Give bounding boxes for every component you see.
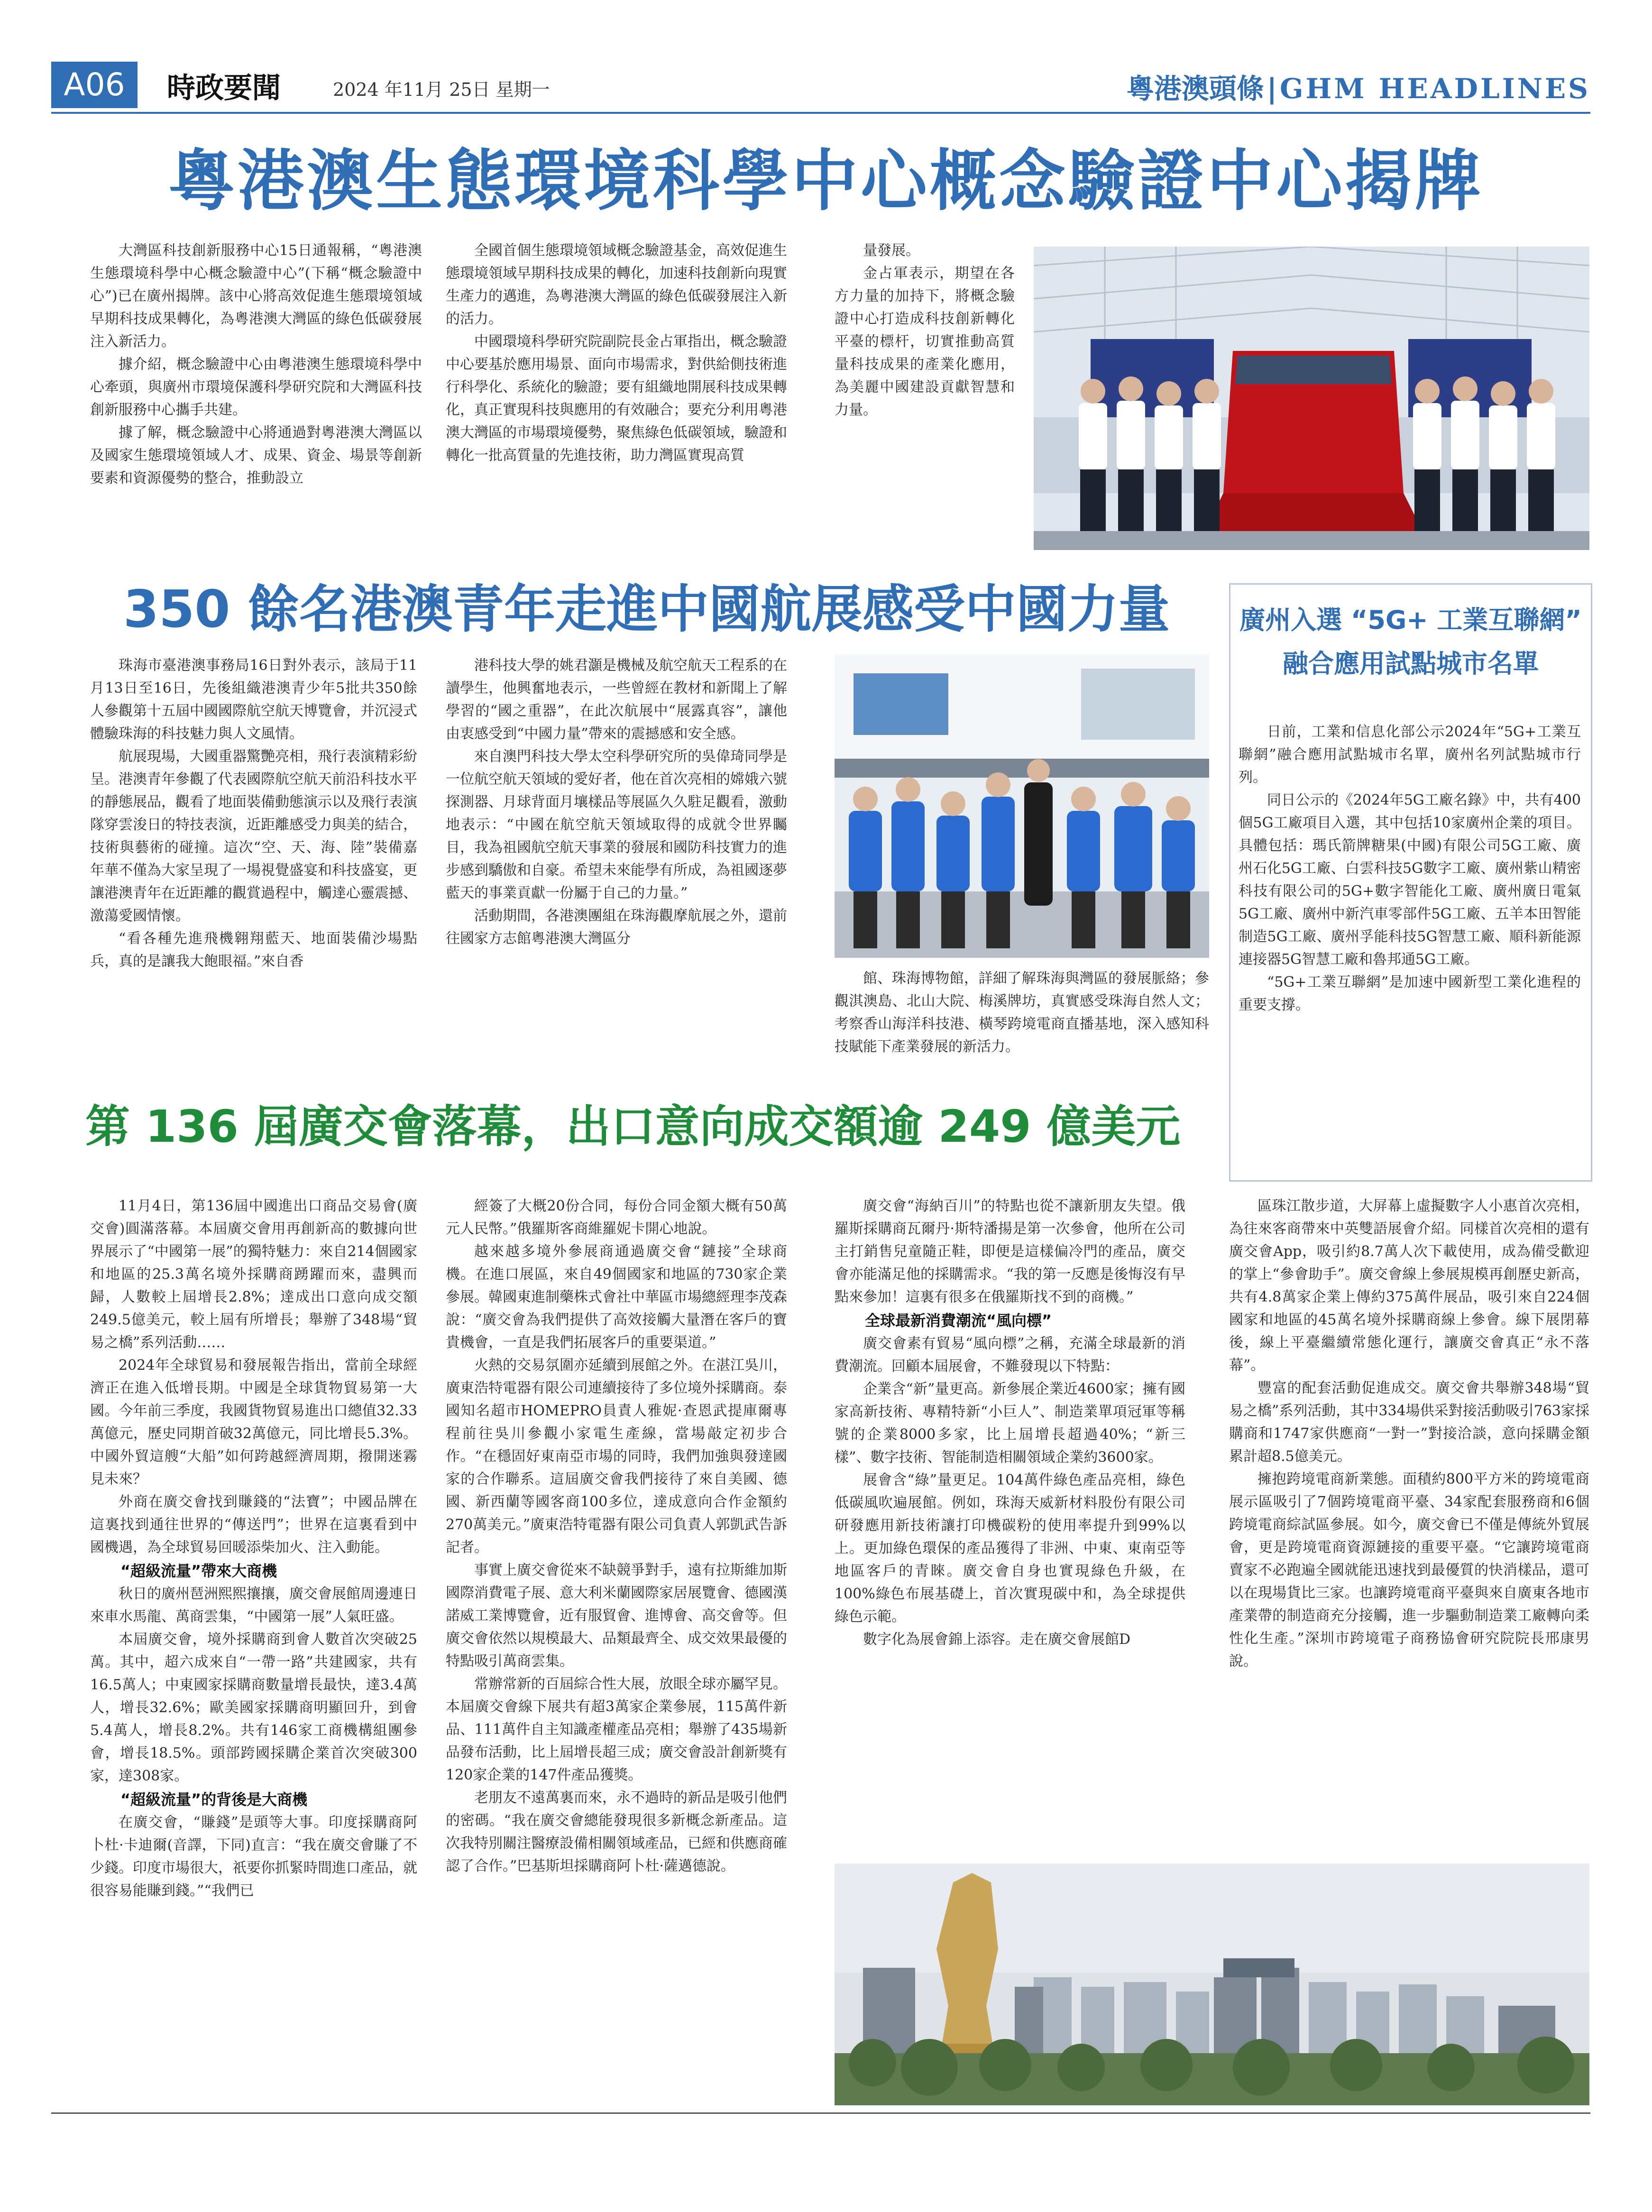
unveiling-ceremony-photo <box>1034 247 1589 550</box>
paragraph: 據介紹，概念驗證中心由粵港澳生態環境科學中心牽頭，與廣州市環境保護科學研究院和大灣區科技創新服務中心攜手共建。 <box>90 356 422 418</box>
article3-column-2 <box>446 1195 787 1878</box>
paragraph: 珠海市臺港澳事務局16日對外表示，該局于11月13日至16日，先後組織港澳青少年5批共350餘人參觀第十五屆中國國際航空航天博覽會，并沉浸式體驗珠海的科技魅力與人文風情。 <box>90 657 417 742</box>
footer-rule <box>51 2112 1590 2114</box>
paragraph: 常辦常新的百屆綜合性大展，放眼全球亦屬罕見。本屆廣交會線下展共有超3萬家企業參展，115萬件新品、111萬件自主知識產權產品亮相；舉辦了435場新品發布活動，比上屆增長超三成；廣交會設計創新獎有120家企業的147件產品獲獎。 <box>446 1676 787 1783</box>
article1-column-2 <box>446 239 787 467</box>
brand-cn: 粵港澳頭條 <box>1126 73 1264 105</box>
paragraph: 區珠江散步道，大屏幕上虛擬數字人小惠首次亮相，為往來客商帶來中英雙語展會介紹。同樣首次亮相的還有廣交會App，吸引約8.7萬人次下載使用，成為備受歡迎的掌上“參會助手”。廣交會線上參展規模再創歷史新高，共有4.8萬家企業上傳約375萬件展品，吸引來自224個國家和地區的45萬名境外採購商線上參會。線下展閉幕後，線上平臺繼續常態化運行，讓廣交會真正“永不落幕”。 <box>1229 1198 1589 1374</box>
paragraph: 航展現場，大國重器驚艷亮相，飛行表演精彩紛呈。港澳青年參觀了代表國際航空航天前沿科技水平的靜態展品，觀看了地面裝備動態演示以及飛行表演隊穿雲浚日的特技表演，近距離感受力與美的結合，技術與藝術的碰撞。這次“空、天、海、陸”裝備嘉年華不僅為大家呈現了一場視覺盛宴和科技盛宴，更讓港澳青年在近距離的觀賞過程中，觸達心靈震撼、激蕩愛國情懷。 <box>90 748 417 924</box>
paragraph: 老朋友不遠萬裏而來，永不過時的新品是吸引他們的密碼。“我在廣交會總能發現很多新概念新產品。這次我特別關注醫療設備相關領域產品，已經和供應商確認了合作。”巴基斯坦採購商阿卜杜·薩邁德說。 <box>446 1790 787 1874</box>
paragraph: “看各種先進飛機翱翔藍天、地面裝備沙場點兵，真的是讓我大飽眼福。”來自香 <box>90 930 417 970</box>
brand-en: GHM HEADLINES <box>1279 73 1590 105</box>
paragraph: 火熱的交易氛圍亦延續到展館之外。在湛江吳川，廣東浩特電器有限公司連續接待了多位境外採購商。泰國知名超市HOMEPRO員責人雅妮·查恩武提庫爾專程前往吳川參觀小家電生產線，當場敲定初步合作。“在穩固好東南亞市場的同時，我們加強與發達國家的合作聯系。這屆廣交會我們接待了來自美國、德國、新西蘭等國客商100多位，達成意向合作金額約270萬美元。”廣東浩特電器有限公司負責人郭凱武告訴記者。 <box>446 1357 787 1556</box>
header-rule <box>51 112 1590 114</box>
paragraph: 大灣區科技創新服務中心15日通報稱，“粵港澳生態環境科學中心概念驗證中心”(下稱“概念驗證中心”)已在廣州揭牌。該中心將高效促進生態環境領域早期科技成果轉化，為粵港澳大灣區的綠色低碳發展注入新活力。 <box>90 242 422 350</box>
paragraph: 2024年全球貿易和發展報告指出，當前全球經濟正在進入低增長期。中國是全球貨物貿易第一大國。今年前三季度，我國貨物貿易進出口總值32.33萬億元，歷史同期首破32萬億元，同比增長5.3%。中國外貿這艘“大船”如何跨越經濟周期，撥開迷霧見未來？ <box>90 1357 417 1487</box>
paragraph: 在廣交會，“賺錢”是頭等大事。印度採購商阿卜杜·卡迪爾(音譯，下同)直言：“我在廣交會賺了不少錢。印度市場很大，祇要你抓緊時間進口產品，就很容易能賺到錢。”“我們已 <box>90 1814 417 1899</box>
paragraph: 數字化為展會錦上添容。走在廣交會展館D <box>863 1631 1131 1648</box>
paragraph: 來自澳門科技大學太空科學研究所的吳偉琦同學是一位航空航天領域的愛好者，他在首次亮相的嫦娥六號探測器、月球背面月壤樣品等展區久久駐足觀看，激動地表示：“中國在航空航天領域取得的成就令世界矚目，我為祖國航空航天事業的發展和國防科技實力的進步感到驕傲和自豪。希望未來能學有所成，為祖國逐夢藍天的事業貢獻一份屬于自己的力量。” <box>446 748 787 901</box>
brand-separator: | <box>1267 73 1277 105</box>
paragraph: 外商在廣交會找到賺錢的“法寶”；中國品牌在這裏找到通往世界的“傳送門”；世界在這裏看到中國機遇，為全球貿易回暖添柴加火、注入動能。 <box>90 1494 417 1556</box>
paragraph: 活動期間，各港澳團組在珠海觀摩航展之外，還前往國家方志館粵港澳大灣區分 <box>446 908 787 947</box>
article3-column-3 <box>835 1195 1185 1651</box>
article2-column-1 <box>90 654 417 973</box>
sidebar-body <box>1239 721 1581 1017</box>
paragraph: 全國首個生態環境領域概念驗證基金，高效促進生態環境領域早期科技成果的轉化，加速科技創新向現實生產力的邁進，為粵港澳大灣區的綠色低碳發展注入新的活力。 <box>446 242 787 327</box>
paragraph: 擁抱跨境電商新業態。面積約800平方米的跨境電商展示區吸引了7個跨境電商平臺、34家配套服務商和6個跨境電商綜試區參展。如今，廣交會已不僅是傳統外貿展會，更是跨境電商資源鏈接的重要平臺。“它讓跨境電商賣家不必跑遍全國就能迅速找到最優質的快消樣品，還可以在現場貨比三家。也讓跨境電商平臺與來自廣東各地市產業帶的制造商充分接觸，進一步驅動制造業工廠轉向柔性化生產。”深圳市跨境電子商務協會研究院院長邢康男說。 <box>1229 1471 1589 1670</box>
subheading: “超級流量”的背後是大商機 <box>120 1790 308 1808</box>
paragraph: 豐富的配套活動促進成交。廣交會共舉辦348場“貿易之橋”系列活動，其中334場供采對接活動吸引763家採購商和1747家供應商“一對一”對接洽談，意向採購金額累計超8.5億美元。 <box>1229 1380 1589 1465</box>
article1-column-3 <box>835 239 1015 422</box>
paragraph: “5G+工業互聯網”是加速中國新型工業化進程的重要支撐。 <box>1239 974 1581 1013</box>
paragraph: 日前，工業和信息化部公示2024年“5G+工業互聯網”融合應用試點城市名單，廣州名列試點城市行列。 <box>1239 724 1581 786</box>
subheading: “超級流量”帶來大商機 <box>120 1562 277 1580</box>
paragraph: 金占軍表示，期望在各方力量的加持下，將概念驗證中心打造成科技創新轉化平臺的標杆，切實推動高質量科技成果的產業化應用，為美麗中國建設貢獻智慧和力量。 <box>835 265 1015 418</box>
article2-column-3 <box>835 967 1209 1058</box>
paragraph: 廣交會“海納百川”的特點也從不讓新朋友失望。俄羅斯採購商瓦爾丹·斯特潘揚是第一次參會，他所在公司主打銷售兒童隨正鞋，即便是這樣偏冷門的產品，廣交會亦能滿足他的採購需求。“我的第一反應是後悔沒有早點來參加！這裏有很多在俄羅斯找不到的商機。” <box>835 1198 1185 1305</box>
paragraph: 企業含“新”量更高。新參展企業近4600家；擁有國家高新技術、專精特新“小巨人”、制造業單項冠軍等稱號的企業8000多家，比上屆增長超過40%；“新三樣”、數字技術、智能制造相關領域企業約3600家。 <box>835 1381 1185 1466</box>
paragraph: 11月4日，第136屆中國進出口商品交易會(廣交會)圓滿落幕。本屆廣交會用再創新高的數據向世界展示了“中國第一展”的獨特魅力：來自214個國家和地區的25.3萬名境外採購商踴躍而來，盡興而歸，人數較上屆增長2.8%；達成出口意向成交額249.5億美元，較上屆有所增長；舉辦了348場“貿易之橋”系列活動…… <box>90 1198 417 1351</box>
article3-column-1 <box>90 1195 417 1902</box>
paragraph: 中國環境科學研究院副院長金占軍指出，概念驗證中心要基於應用場景、面向市場需求，對供給側技術進行科學化、系統化的驗證；要有組織地開展科技成果轉化，真正實現科技與應用的有效融合；要充分利用粵港澳大灣區的市場環境優勢，聚焦綠色低碳領域，驗證和轉化一批高質量的先進技術，助力灣區實現高質 <box>446 333 787 464</box>
paragraph: 本屆廣交會，境外採購商到會人數首次突破25萬。其中，超六成來自“一帶一路”共建國家，共有16.5萬人；中東國家採購商數量增長最快，達3.4萬人，增長32.6%；歐美國家採購商明顯回升，到會5.4萬人，增長8.2%。共有146家工商機構組團參會，增長18.5%。頭部跨國採購企業首次突破300家，達308家。 <box>90 1631 417 1784</box>
subheading: 全球最新消費潮流“風向標” <box>865 1312 1052 1330</box>
page-number: A06 <box>51 62 138 108</box>
issue-date: 2024 年11月 25日 星期一 <box>333 79 550 100</box>
sidebar-title <box>1229 598 1592 686</box>
paragraph: 同日公示的《2024年5G工廠名錄》中，共有400個5G工廠項目入選，其中包括10家廣州企業的項目。具體包括：瑪氏箭牌糖果(中國)有限公司5G工廠、廣州石化5G工廠、白雲科技5G數字工廠、廣州紫山精密科技有限公司的5G+數字智能化工廠、廣州廣日電氣5G工廠、廣州中新汽車零部件5G工廠、五羊本田智能制造5G工廠、廣州孚能科技5G智慧工廠、順科新能源連接器5G智慧工廠和魯邦通5G工廠。 <box>1239 792 1581 968</box>
paragraph: 館、珠海博物館，詳細了解珠海與灣區的發展脈絡；參觀淇澳島、北山大院、梅溪牌坊，真實感受珠海自然人文；考察香山海洋科技港、橫琴跨境電商直播基地，深入感知科技賦能下產業發展的新活力。 <box>835 970 1209 1055</box>
paragraph: 越來越多境外參展商通過廣交會“鏈接”全球商機。在進口展區，來自49個國家和地區的730家企業參展。韓國東進制藥株式會社中華區市場總經理李茂森說：“廣交會為我們提供了高效接觸大量潛在客戶的寶貴機會，一直是我們拓展客戶的重要渠道。” <box>446 1243 787 1351</box>
article1-column-1 <box>90 239 422 490</box>
paragraph: 展會含“綠”量更足。104萬件綠色產品亮相，綠色低碳風吹遍展館。例如，珠海天威新材料股份有限公司研發應用新技術讓打印機碳粉的使用率提升到99%以上。更加綠色環保的產品獲得了非洲、中東、東南亞等地區客戶的青睞。廣交會自身也實現綠色升級，在100%綠色布展基礎上，首次實現碳中和，為全球提供綠色示範。 <box>835 1472 1185 1625</box>
article3-column-4 <box>1229 1195 1589 1673</box>
paragraph: 量發展。 <box>863 242 920 259</box>
article3-headline: 第 136 屆廣交會落幕，出口意向成交額逾 249 億美元 <box>85 1101 1181 1153</box>
article2-headline: 350 餘名港澳青年走進中國航展感受中國力量 <box>123 580 1170 639</box>
paragraph: 港科技大學的姚君灝是機械及航空航天工程系的在讀學生，他興奮地表示，一些曾經在教材和新聞上了解學習的“國之重器”，在此次航展中“展露真容”，讓他由衷感受到“中國力量”帶來的震撼感和安全感。 <box>446 657 787 742</box>
article2-column-2 <box>446 654 787 950</box>
article1-headline: 粵港澳生態環境科學中心概念驗證中心揭牌 <box>168 143 1484 220</box>
paragraph: 經簽了大概20份合同，每份合同金額大概有50萬元人民幣。”俄羅斯客商維羅妮卡開心地說。 <box>446 1198 787 1237</box>
paragraph: 秋日的廣州琶洲熙熙攘攘，廣交會展館周邊連日來車水馬龍、萬商雲集，“中國第一展”人氣旺盛。 <box>90 1586 417 1625</box>
paragraph: 據了解，概念驗證中心將通過對粵港澳大灣區以及國家生態環境領域人才、成果、資金、場景等創新要素和資源優勢的整合，推動設立 <box>90 424 422 486</box>
section-title: 時政要聞 <box>167 72 281 105</box>
airshow-visitors-photo <box>835 654 1209 958</box>
paragraph: 廣交會素有貿易“風向標”之稱，充滿全球最新的消費潮流。回顧本屆展會，不難發現以下特點： <box>835 1335 1185 1375</box>
sidebar-title-line-1: 廣州入選 “5G+ 工業互聯網” <box>1239 605 1582 635</box>
macau-skyline-photo <box>835 1863 1589 2105</box>
sidebar-title-line-2: 融合應用試點城市名單 <box>1283 649 1539 679</box>
masthead-brand <box>1127 66 1590 106</box>
paragraph: 事實上廣交會從來不缺競爭對手，遠有拉斯維加斯國際消費電子展、意大利米蘭國際家居展覽會、德國漢諾威工業博覽會，近有服貿會、進博會、高交會等。但廣交會依然以規模最大、品類最齊全、成交效果最優的特點吸引萬商雲集。 <box>446 1562 787 1670</box>
